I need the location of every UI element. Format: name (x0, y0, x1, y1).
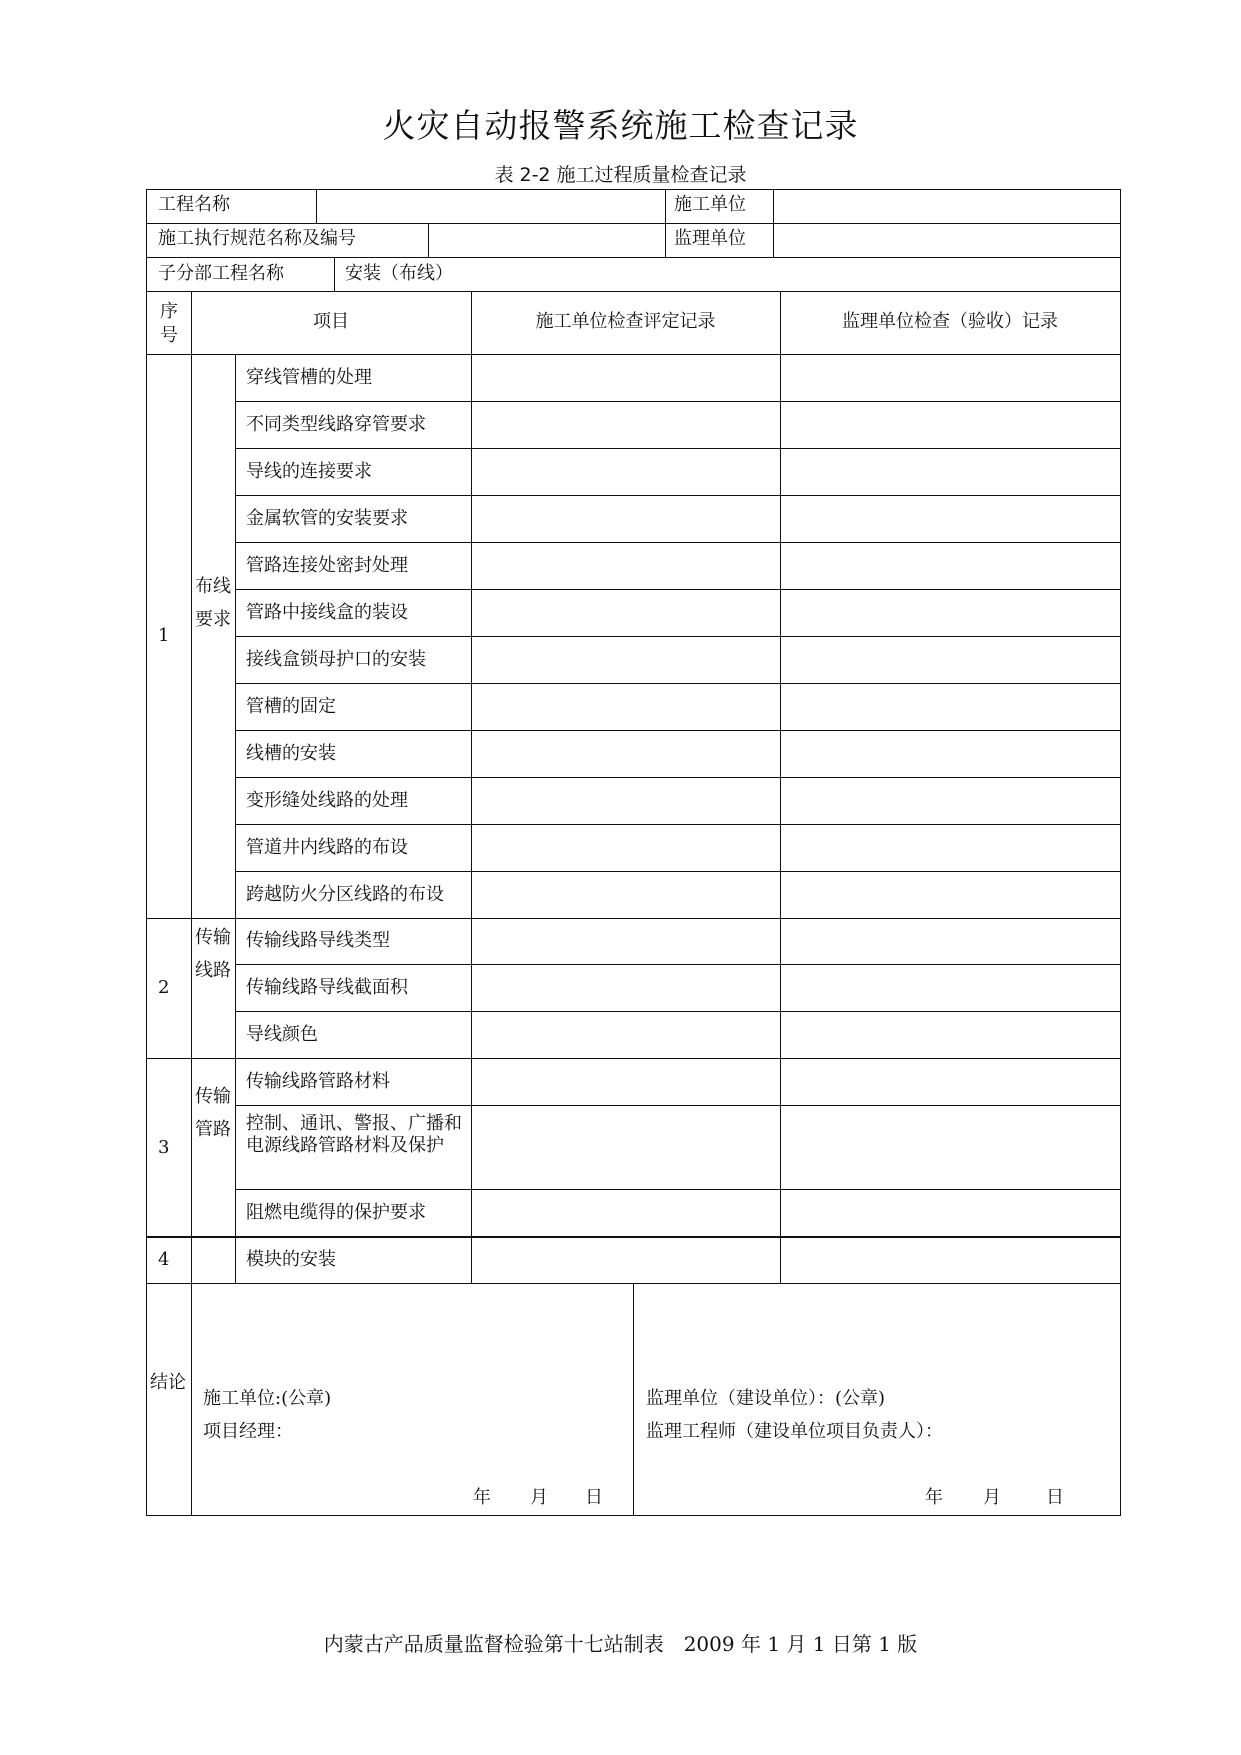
item-label: 穿线管槽的处理 (246, 367, 372, 388)
rule (146, 257, 1121, 258)
item-label: 管槽的固定 (246, 696, 336, 717)
supervisor-month: 月 (983, 1487, 1001, 1508)
rule (235, 636, 1121, 637)
supervisor-year: 年 (925, 1487, 943, 1508)
contractor-seal-label: 施工单位:(公章) (203, 1388, 332, 1409)
item-label: 管路中接线盒的装设 (246, 602, 408, 623)
item-label: 阻燃电缆得的保护要求 (246, 1202, 426, 1223)
project-name-label: 工程名称 (158, 194, 230, 215)
rule (235, 964, 1121, 965)
rule (780, 291, 781, 1283)
conclusion-label: 结论 (150, 1372, 186, 1393)
rule (146, 1058, 1121, 1059)
supervisor-day: 日 (1046, 1487, 1064, 1508)
footer-note: 内蒙古产品质量监督检验第十七站制表 2009 年 1 月 1 日第 1 版 (323, 1632, 918, 1656)
rule (146, 354, 1121, 355)
rule (235, 1105, 1121, 1106)
rule (235, 589, 1121, 590)
item-label: 接线盒锁母护口的安装 (246, 649, 426, 670)
project-name-field[interactable] (318, 190, 663, 222)
group-category: 传输线路 (195, 927, 231, 981)
item-label: 导线的连接要求 (246, 461, 372, 482)
contractor-label: 施工单位 (674, 194, 746, 215)
contractor-field[interactable] (775, 190, 1119, 222)
item-label: 管路连接处密封处理 (246, 555, 408, 576)
contractor-month: 月 (530, 1487, 548, 1508)
item-label: 传输线路管路材料 (246, 1071, 390, 1092)
rule (235, 542, 1121, 543)
item-label: 导线颜色 (246, 1024, 318, 1045)
rule (146, 918, 1121, 919)
item-label: 控制、通讯、警报、广播和电源线路管路材料及保护 (246, 1113, 462, 1156)
rule (235, 777, 1121, 778)
rule (235, 401, 1121, 402)
item-label: 管道井内线路的布设 (246, 837, 408, 858)
rule (235, 730, 1121, 731)
rule (773, 189, 774, 257)
rule (471, 291, 472, 1283)
rule (146, 1515, 1121, 1516)
item-label: 线槽的安装 (246, 743, 336, 764)
subproject-label: 子分部工程名称 (158, 263, 284, 284)
rule (146, 1236, 1121, 1238)
supervisor-field[interactable] (775, 224, 1119, 256)
seq-column-header: 序号 (160, 301, 178, 346)
rule (633, 1283, 634, 1515)
rule (235, 495, 1121, 496)
rule (146, 189, 147, 1515)
rule (191, 291, 192, 1515)
contractor-record-header: 施工单位检查评定记录 (535, 311, 716, 332)
item-label: 变形缝处线路的处理 (246, 790, 408, 811)
group-number: 3 (158, 1137, 170, 1158)
supervisor-engineer-label: 监理工程师（建设单位项目负责人）： (646, 1421, 943, 1442)
rule (1120, 189, 1121, 1515)
rule (235, 1011, 1121, 1012)
rule (334, 257, 335, 291)
item-label: 金属软管的安装要求 (246, 508, 408, 529)
supervisor-seal-label: 监理单位（建设单位）：(公章) (646, 1388, 886, 1409)
rule (235, 1189, 1121, 1190)
rule (235, 871, 1121, 872)
document-title: 火灾自动报警系统施工检查记录 (382, 106, 859, 145)
item-label: 不同类型线路穿管要求 (246, 414, 426, 435)
group-category: 布线要求 (195, 576, 231, 630)
rule (235, 683, 1121, 684)
group-number: 2 (158, 977, 170, 998)
rule (235, 354, 236, 1283)
table-subtitle: 表 2-2 施工过程质量检查记录 (494, 164, 747, 186)
rule (316, 189, 317, 223)
rule (235, 824, 1121, 825)
standard-field[interactable] (430, 224, 663, 256)
rule (146, 291, 1121, 292)
group-number: 4 (158, 1249, 170, 1270)
subproject-value: 安装（布线） (345, 263, 453, 284)
project-manager-label: 项目经理： (203, 1421, 293, 1442)
supervisor-record-header: 监理单位检查（验收）记录 (842, 311, 1058, 332)
item-label: 跨越防火分区线路的布设 (246, 884, 444, 905)
rule (665, 189, 666, 257)
group-category: 传输管路 (195, 1086, 231, 1140)
item-label: 传输线路导线截面积 (246, 977, 408, 998)
item-label: 模块的安装 (246, 1249, 336, 1270)
contractor-day: 日 (585, 1487, 603, 1508)
item-label: 传输线路导线类型 (246, 930, 390, 951)
group-number: 1 (158, 625, 170, 646)
contractor-year: 年 (473, 1487, 491, 1508)
supervisor-label: 监理单位 (674, 228, 746, 249)
rule (235, 448, 1121, 449)
standard-label: 施工执行规范名称及编号 (158, 228, 356, 249)
rule (428, 223, 429, 257)
item-column-header: 项目 (313, 311, 349, 332)
